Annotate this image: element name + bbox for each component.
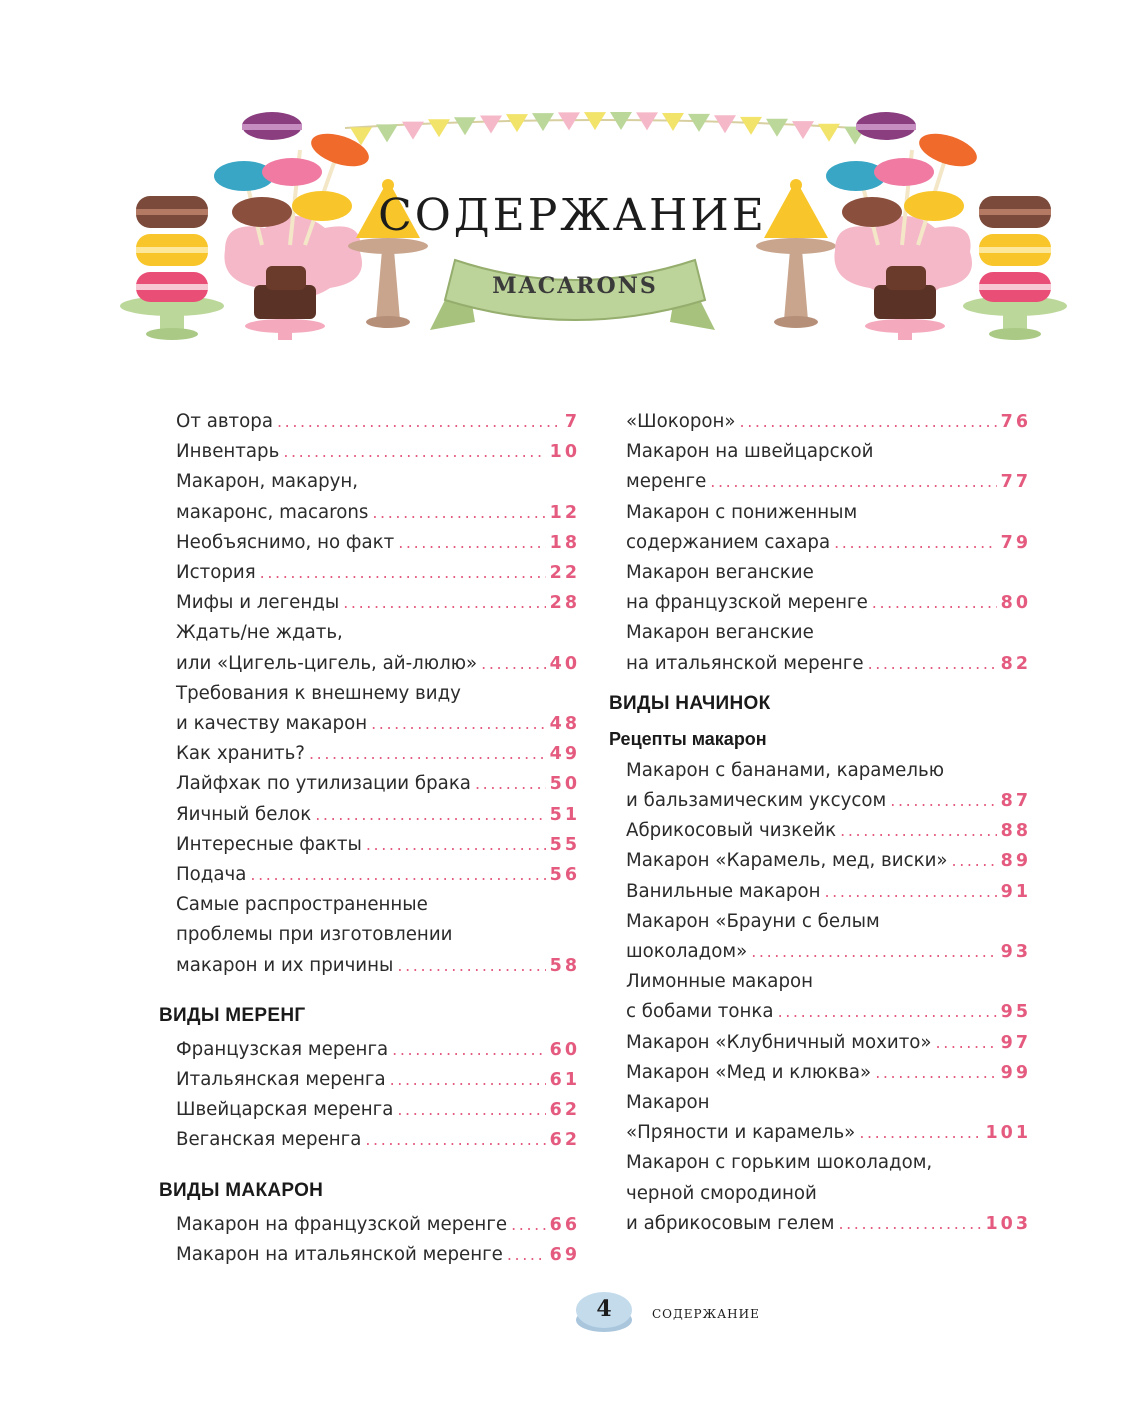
toc-entry-last-line <box>176 498 580 528</box>
dot-leader <box>366 830 546 860</box>
toc-entry-last-line <box>176 1095 580 1125</box>
toc-entry-line: «Шокорон» <box>626 411 736 432</box>
toc-entry-line: Французская меренга <box>176 1038 389 1060</box>
toc-group-fillings <box>609 756 1031 1239</box>
bunting-flag <box>454 117 476 135</box>
macarons-ribbon-banner <box>430 260 715 330</box>
toc-page-number: 69 <box>549 1244 580 1265</box>
toc-entry-line: Макарон <box>626 1092 710 1114</box>
toc-entry-line: Макарон «Брауни с белым <box>626 910 880 932</box>
toc-entry <box>159 830 580 860</box>
toc-entry-last-line <box>176 558 580 588</box>
toc-entry-last-line <box>176 649 580 679</box>
toc-entry-last-line <box>626 1209 1031 1239</box>
toc-entry <box>159 679 580 739</box>
toc-entry-last-line <box>176 951 580 981</box>
running-footer-label: СОДЕРЖАНИЕ <box>652 1307 760 1321</box>
dot-leader <box>398 528 545 558</box>
dot-leader <box>868 649 997 679</box>
toc-entry <box>609 437 1031 497</box>
toc-entry <box>609 1148 1031 1239</box>
toc-page-number: 93 <box>1000 942 1031 963</box>
toc-page-number: 48 <box>549 714 580 735</box>
toc-entry-line: Мифы и легенды <box>176 592 340 614</box>
toc-entry-line: Макарон веганские <box>626 562 814 584</box>
bunting-flag <box>688 114 710 132</box>
dot-leader <box>824 877 996 907</box>
toc-entry <box>159 1095 580 1125</box>
toc-section <box>159 407 580 981</box>
toc-entries <box>159 1210 580 1270</box>
toc-entry <box>159 739 580 769</box>
toc-page-number: 58 <box>549 955 580 976</box>
bunting-flag <box>376 124 398 142</box>
section-title-fillings: ВИДЫ НАЧИНОК <box>609 692 771 714</box>
dot-leader <box>778 997 997 1027</box>
toc-page-number: 55 <box>549 834 580 855</box>
dot-leader <box>372 498 545 528</box>
bunting-flag <box>766 119 788 137</box>
dot-leader <box>710 467 996 497</box>
toc-entry-last-line <box>176 1240 580 1270</box>
toc-entry <box>159 1035 580 1065</box>
toc-entry-last-line <box>626 528 1031 558</box>
toc-entry-last-line <box>626 816 1031 846</box>
toc-entry-last-line <box>626 1058 1031 1088</box>
dot-leader <box>277 407 561 437</box>
toc-entry-line: Лайфхак по утилизации брака <box>176 773 471 795</box>
bunting-flag <box>480 116 502 134</box>
toc-entry-last-line <box>176 709 580 739</box>
toc-page-number: 40 <box>549 653 580 674</box>
toc-entry-line: Как хранить? <box>176 743 305 765</box>
toc-entry-line: макарон и их причины <box>176 954 394 976</box>
toc-entry-line: черной смородиной <box>626 1182 817 1204</box>
toc-entry <box>159 467 580 527</box>
toc-entry <box>609 846 1031 876</box>
toc-entry-last-line <box>626 588 1031 618</box>
dot-leader <box>507 1240 546 1270</box>
toc-entry <box>159 588 580 618</box>
toc-section <box>159 1005 580 1156</box>
toc-page-number: 50 <box>549 774 580 795</box>
toc-entry-line: Самые распространенные <box>176 894 428 916</box>
dot-leader <box>481 649 545 679</box>
dot-leader <box>859 1118 981 1148</box>
dot-leader <box>840 816 996 846</box>
toc-page-number: 79 <box>1000 532 1031 553</box>
toc-page-number: 61 <box>549 1070 580 1091</box>
dot-leader <box>397 951 545 981</box>
toc-entry-line: Яичный белок <box>176 803 312 825</box>
toc-page-number: 28 <box>549 593 580 614</box>
toc-entry-last-line <box>176 1035 580 1065</box>
toc-entry-line: Требования к внешнему виду <box>176 682 461 704</box>
toc-entry <box>159 528 580 558</box>
toc-section <box>159 1180 580 1270</box>
dot-leader <box>952 846 997 876</box>
toc-entry-last-line <box>176 860 580 890</box>
toc-page-number: 18 <box>549 532 580 553</box>
toc-entry-line: Итальянская меренга <box>176 1069 386 1091</box>
toc-entry-last-line <box>626 997 1031 1027</box>
toc-page-number: 62 <box>549 1100 580 1121</box>
dot-leader <box>875 1058 996 1088</box>
toc-entry-line: Макарон на итальянской меренге <box>176 1243 503 1265</box>
toc-page-number: 82 <box>1000 653 1031 674</box>
bunting-flag <box>532 113 554 131</box>
bunting-flag <box>558 112 580 130</box>
toc-left-column <box>159 407 580 1270</box>
dot-leader <box>371 709 546 739</box>
toc-entries <box>159 407 580 981</box>
toc-entry <box>159 407 580 437</box>
toc-entry-last-line <box>626 786 1031 816</box>
dot-leader <box>397 1095 545 1125</box>
toc-entry-last-line <box>176 528 580 558</box>
toc-entry <box>609 907 1031 967</box>
dot-leader <box>343 588 545 618</box>
toc-entry-last-line <box>176 1210 580 1240</box>
dot-leader <box>309 739 546 769</box>
toc-entry-line: содержанием сахара <box>626 531 831 553</box>
bunting-garland <box>345 112 866 145</box>
toc-entry-line: Необъяснимо, но факт <box>176 531 395 553</box>
page-title: СОДЕРЖАНИЕ <box>378 190 767 241</box>
dot-leader <box>511 1210 546 1240</box>
toc-entry-last-line <box>176 1125 580 1155</box>
dot-leader <box>283 437 545 467</box>
toc-entry <box>609 558 1031 618</box>
toc-entries <box>159 1035 580 1156</box>
toc-entry-line: или «Цигель-цигель, ай-люлю» <box>176 652 478 674</box>
toc-entry-line: Макарон с пониженным <box>626 501 858 523</box>
bunting-flag <box>506 114 528 132</box>
toc-entry-line: Макарон на швейцарской <box>626 441 874 463</box>
toc-page-number: 56 <box>549 865 580 886</box>
toc-entry <box>159 1210 580 1240</box>
toc-entry <box>159 437 580 467</box>
toc-entry-last-line <box>176 830 580 860</box>
toc-page-number: 12 <box>549 502 580 523</box>
toc-entry-line: макаронс, macarons <box>176 501 369 523</box>
toc-page-number: 99 <box>1000 1062 1031 1083</box>
dot-leader <box>475 769 546 799</box>
toc-entry-line: и бальзамическим уксусом <box>626 790 887 812</box>
toc-page-number: 51 <box>549 804 580 825</box>
toc-entry <box>159 769 580 799</box>
toc-page-number: 101 <box>985 1123 1031 1144</box>
toc-entry-line: шоколадом» <box>626 941 748 963</box>
dot-leader <box>260 558 546 588</box>
toc-entry-line: Ванильные макарон <box>626 880 821 902</box>
toc-entry-last-line <box>176 739 580 769</box>
toc-entry-line: Макарон, макарун, <box>176 471 359 493</box>
toc-entry <box>159 860 580 890</box>
toc-entry-last-line <box>626 649 1031 679</box>
bunting-flag <box>428 119 450 137</box>
section-subtitle-recipes: Рецепты макарон <box>609 728 767 749</box>
toc-page-number: 97 <box>1000 1032 1031 1053</box>
toc-entry-line: Подача <box>176 864 247 886</box>
dot-leader <box>838 1209 981 1239</box>
toc-entry <box>609 877 1031 907</box>
page-number-badge <box>575 1290 633 1330</box>
toc-entry-line: От автора <box>176 411 273 432</box>
toc-entry-last-line <box>626 467 1031 497</box>
toc-entry <box>159 890 580 981</box>
section-title: ВИДЫ МЕРЕНГ <box>159 1004 306 1026</box>
toc-page-number: 76 <box>1000 412 1031 432</box>
dot-leader <box>365 1125 545 1155</box>
dot-leader <box>392 1035 546 1065</box>
toc-entry <box>609 1088 1031 1148</box>
toc-entry <box>159 558 580 588</box>
toc-entry <box>609 1058 1031 1088</box>
toc-entry-last-line <box>176 769 580 799</box>
toc-entry <box>159 1125 580 1155</box>
toc-entry <box>159 1240 580 1270</box>
bunting-flag <box>792 121 814 139</box>
toc-entry-line: Абрикосовый чизкейк <box>626 820 837 842</box>
dot-leader <box>315 800 545 830</box>
bunting-flag <box>740 117 762 135</box>
toc-entry-line: и качеству макарон <box>176 713 368 735</box>
dot-leader <box>250 860 545 890</box>
toc-entry <box>609 1028 1031 1058</box>
dot-leader <box>890 786 996 816</box>
toc-entry-last-line <box>626 937 1031 967</box>
toc-page-number: 103 <box>985 1213 1031 1234</box>
toc-entry-line: на французской меренге <box>626 592 868 614</box>
toc-page-number: 77 <box>1000 472 1031 493</box>
toc-entry-line: Лимонные макарон <box>626 971 814 993</box>
toc-entry <box>609 618 1031 678</box>
toc-entry-last-line <box>176 407 580 437</box>
bunting-flag <box>714 115 736 133</box>
toc-page-number: 62 <box>549 1130 580 1151</box>
toc-entry-line: Швейцарская меренга <box>176 1099 394 1121</box>
bunting-flag <box>818 124 840 142</box>
toc-entry-line: Макарон с бананами, карамелью <box>626 759 945 781</box>
toc-page-number: 95 <box>1000 1002 1031 1023</box>
toc-page-number: 80 <box>1000 593 1031 614</box>
toc-group-types-continued <box>609 407 1031 679</box>
toc-entry-line: Макарон «Клубничный мохито» <box>626 1031 932 1053</box>
bunting-flag <box>662 113 684 131</box>
toc-page-number: 91 <box>1000 881 1031 902</box>
toc-entry-last-line <box>626 1118 1031 1148</box>
toc-entry <box>159 1065 580 1095</box>
bunting-flag <box>402 122 424 140</box>
toc-entry-line: Интересные факты <box>176 833 362 855</box>
dot-leader <box>390 1065 546 1095</box>
toc-entry <box>609 756 1031 816</box>
toc-entry <box>609 816 1031 846</box>
toc-entry <box>159 618 580 678</box>
dot-leader <box>751 937 996 967</box>
toc-page-number: 66 <box>549 1214 580 1235</box>
toc-entry <box>609 498 1031 558</box>
toc-page-number: 49 <box>549 744 580 765</box>
section-title: ВИДЫ МАКАРОН <box>159 1179 324 1201</box>
bunting-flag <box>584 112 606 130</box>
page-number: 4 <box>596 1296 612 1322</box>
toc-right-column <box>609 407 1031 1239</box>
toc-entry-last-line <box>176 800 580 830</box>
toc-entry-line: «Пряности и карамель» <box>626 1122 856 1144</box>
toc-entry-line: проблемы при изготовлении <box>176 924 453 946</box>
toc-entry-last-line <box>176 437 580 467</box>
toc-entry-last-line <box>176 588 580 618</box>
toc-entry-line: и абрикосовым гелем <box>626 1212 835 1234</box>
toc-entry-last-line <box>176 1065 580 1095</box>
toc-page-number: 89 <box>1000 851 1031 872</box>
toc-page-number: 88 <box>1000 821 1031 842</box>
toc-entry-line: на итальянской меренге <box>626 652 864 674</box>
toc-entry-line: Макарон на французской меренге <box>176 1213 508 1235</box>
toc-entry-line: Ждать/не ждать, <box>176 622 343 644</box>
toc-page-number: 7 <box>564 412 580 432</box>
toc-entry-line: Веганская меренга <box>176 1129 362 1151</box>
toc-entry-last-line <box>626 877 1031 907</box>
toc-page-number: 10 <box>549 442 580 463</box>
toc-entry-last-line <box>626 407 1031 437</box>
toc-entry-last-line <box>626 1028 1031 1058</box>
toc-entry-line: меренге <box>626 471 707 493</box>
dot-leader <box>936 1028 997 1058</box>
toc-entry-line: Макарон «Мед и клюква» <box>626 1061 872 1083</box>
toc-entry-line: Макарон «Карамель, мед, виски» <box>626 850 948 872</box>
dot-leader <box>740 407 997 437</box>
toc-entry-line: Макарон веганские <box>626 622 814 644</box>
toc-entry-line: История <box>176 562 256 584</box>
banner-text: MACARONS <box>492 273 658 299</box>
dot-leader <box>834 528 997 558</box>
toc-entry-last-line <box>626 846 1031 876</box>
toc-entry <box>609 407 1031 437</box>
toc-entry <box>609 967 1031 1027</box>
dot-leader <box>872 588 997 618</box>
toc-entry-line: с бобами тонка <box>626 1001 774 1023</box>
toc-entry <box>159 800 580 830</box>
toc-page-number: 60 <box>549 1039 580 1060</box>
toc-entry-line: Инвентарь <box>176 441 280 463</box>
toc-page-number: 87 <box>1000 791 1031 812</box>
toc-page-number: 22 <box>549 563 580 584</box>
toc-entry-line: Макарон с горьким шоколадом, <box>626 1152 933 1174</box>
